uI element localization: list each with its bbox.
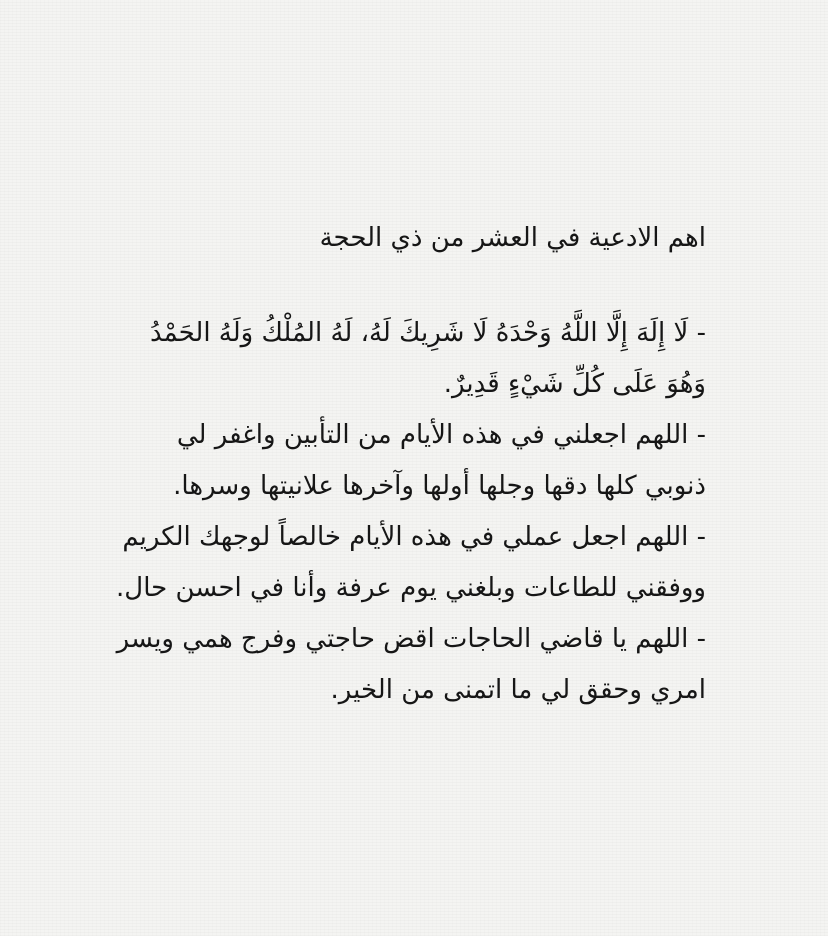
dua-item-forgiveness: - اللهم اجعلني في هذه الأيام من التأبين واغفر لي ذنوبي كلها دقها وجلها أولها وآخرها علانيتها وسرها. (173, 420, 706, 501)
dua-document (110, 212, 706, 716)
page-title: اهم الادعية في العشر من ذي الحجة (319, 223, 706, 253)
spacer (110, 264, 706, 308)
dua-list (110, 308, 706, 716)
dua-item-tahlil: - لَا إِلَهَ إِلَّا اللَّهُ وَحْدَهُ لَا شَرِيكَ لَهُ، لَهُ المُلْكُ وَلَهُ الحَمْدُ وَهُوَ عَلَى كُلِّ شَيْءٍ قَدِيرٌ. (149, 318, 706, 399)
dua-item-sincerity: - اللهم اجعل عملي في هذه الأيام خالصاً لوجهك الكريم ووفقني للطاعات وبلغني يوم عرفة وأنا في احسن حال. (116, 522, 706, 603)
dua-item-needs: - اللهم يا قاضي الحاجات اقض حاجتي وفرج همي ويسر امري وحقق لي ما اتمنى من الخير. (116, 624, 706, 705)
